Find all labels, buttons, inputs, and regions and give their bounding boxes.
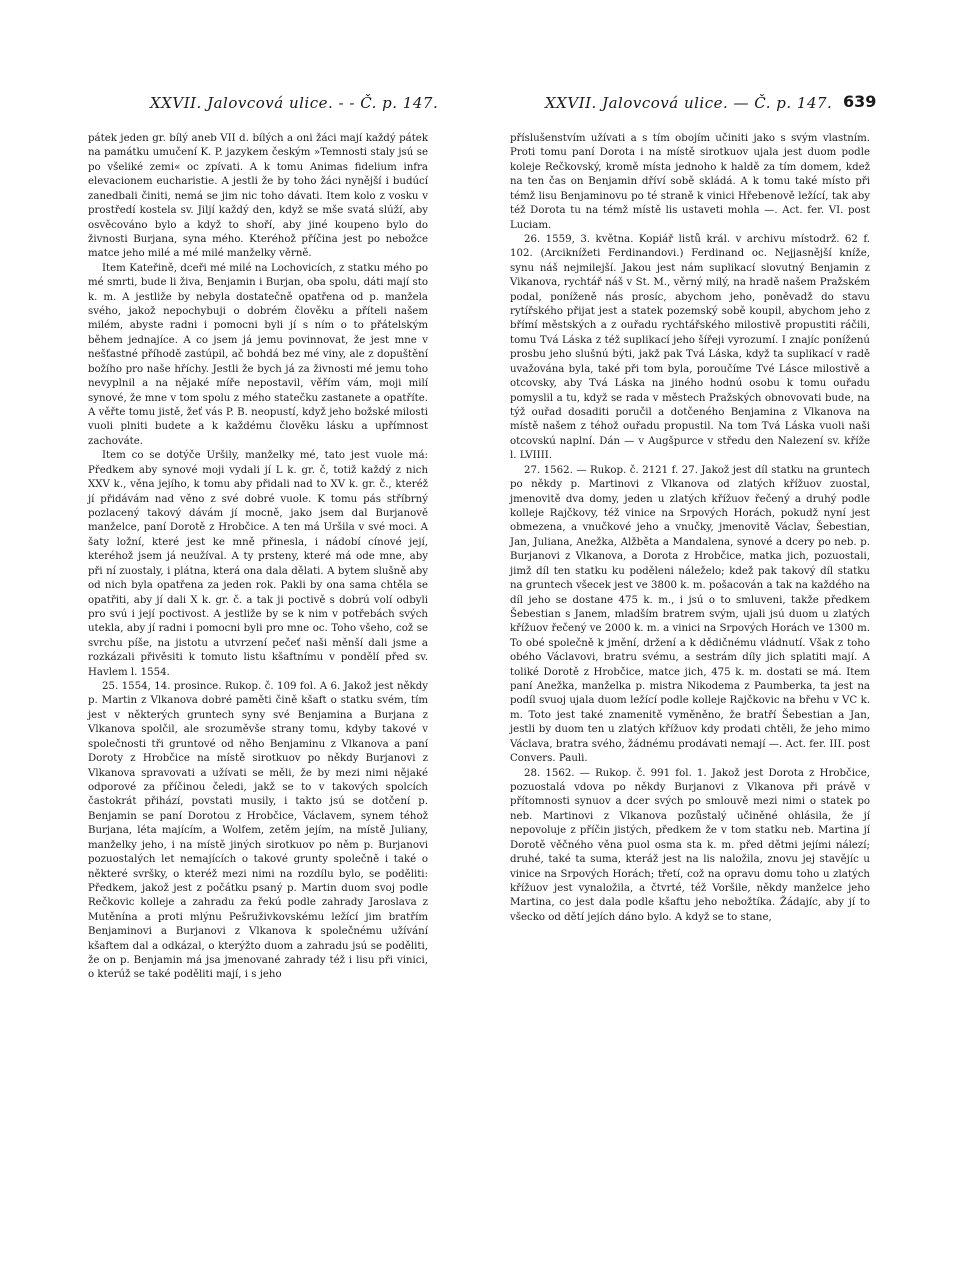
header-right: XXVII. Jalovcová ulice. — Č. p. 147.: [545, 94, 833, 112]
paragraph: Item co se dotýče Uršily, manželky mé, tato jest vuole má: Předkem aby synové moji vydali jí L k. gr. č, totiž každý z nich XXV k., věna jejího, k tomu aby přidali nad to XV k. gr. č., kteréž jí přidávám nad věno z své dobré vuole. K tomu pás stříbrný pozlacený takový dávám jí mocně, jako jsem dal Burjanově manželce, paní Dorotě z Hrobčice. A ten má Uršila v své moci. A šaty ložní, které jest ke mně přinesla, i nádobí cínové její, kteréhož jsem já neužíval. A ty prsteny, které má ode mne, aby při ní zuostaly, i plátna, která ona dala dělati. A bytem slušně aby od nich byla opatřena za jeden rok. Pakli by ona sama chtěla se opatřiti, aby jí dali X k. gr. č. a tak ji poctivě s dobrú volí odbyli pro svú i její poctivost. A jestliže by se k nim v potřebách svých utekla, aby jí radni i pomocni byli pro mne oc. Toho všeho, což se svrchu píše, na jistotu a utvrzení pečeť naši měnší dali jsme a rozkázali přivěsiti k tomuto listu kšaftnímu v pondělí před sv. Havlem l. 1554.: [88, 450, 428, 678]
header-left: XXVII. Jalovcová ulice. - - Č. p. 147.: [150, 94, 439, 112]
paragraph: pátek jeden gr. bílý aneb VII d. bílých a oni žáci mají každý pátek na památku umučení K. P. jazykem českým »Temnosti staly jsú se po všeliké zemi« oc zpívati. A k tomu Animas fidelium infra elevacionem eucharistie. A jestli že by toho žáci nynější i budúcí zanedbali činiti, nemá se jim nic toho dávati. Item kolo z vosku v prostředí kostela sv. Jiljí každý den, když se mše svatá slúží, aby osvěcováno bylo a když to shoří, aby jiné koupeno bylo do živnosti Burjana, syna mého. Kteréhož příčina jest po nebožce matce jeho milé a mé milé manželky věrně.: [88, 133, 428, 260]
page-number: 639: [843, 92, 877, 111]
left-column: [88, 132, 428, 983]
paragraph: Item Kateřině, dceři mé milé na Lochovicích, z statku mého po mé smrti, bude li živa, Benjamin i Burjan, oba spolu, dáti mají sto k. m. A jestliže by nebyla dostatečně opatřena od p. manžela svého, jakož nepochybuji o dobrém člověku a příteli našem milém, abyste radni i pomocni byli jí s ním o to přátelským během jednajíce. A co jsem já jemu povinnovat, že jest mne v nešťastné příhodě zastúpil, ač bohdá bez mé viny, ale z dopuštění božího pro naše hříchy. Jestli že bych já za živnosti mé jemu toho nevyplnil a na nějaké míře nepostavil, věřím vám, moji milí synové, že mne v tom spolu z mého statečku zastanete a opatříte. A věřte tomu jistě, žeť vás P. B. neopustí, když jeho božské milosti vuoli plniti budete a k každému člověku lásku a upřímnost zachováte.: [88, 262, 428, 447]
entry-paragraph: 25. 1554, 14. prosince. Rukop. č. 109 fol. A 6. Jakož jest někdy p. Martin z Vlkanova dobré paměti čině kšaft o statku svém, tím jest v některých gruntech syny své Benjamina a Burjana z Vlkanova spolčil, ale srozuměvše strany tomu, kdyby takové v společnosti tři gruntové od něho Benjaminu z Vlkanova a paní Doroty z Hrobčice na místě sirotkuov po někdy Burjanovi z Vlkanova spravovati a užívati se měli, že by mezi nimi nějaké odporové za příčinou čeledi, jakž se to v takových spolcích častokrát přihází, povstati musily, i takto jsú se dotčení p. Benjamin se paní Dorotou z Hrobčice, Václavem, synem téhož Burjana, léta majícím, a Wolfem, zetěm jejím, na místě Juliany, manželky jeho, i na místě jiných sirotkuov po něm p. Burjanovi pozuostalých let nemajících o takové grunty společně i také o některé svršky, o kteréž mezi nimi na rozdílu bylo, se poděliti: Předkem, jakož jest z počátku psaný p. Martin duom svoj podle Rečkovic kolleje a zahradu za řekú podle zahrady Jaroslava z Mutěnína a proti mlýnu Pešruživkovskému ležící jim bratřím Benjaminovi a Burjanovi z Vlkanova k společnému užívání kšaftem dal a odkázal, o kterýžto duom a zahradu jsú se poděliti, že on p. Benjamin má jsa jmenované zahrady též i lisu při vinici, o kterúž se také poděliti mají, i s jeho: [88, 681, 428, 981]
entry-paragraph: 27. 1562. — Rukop. č. 2121 f. 27. Jakož jest díl statku na gruntech po někdy p. Martinovi z Vlkanova od zlatých křížuov zuostal, jmenovitě dva domy, jeden u zlatých křížuov řečený a druhý podle kolleje Rajčkovy, též vinice na Srpových Horách, pokudž nyní jest obmezena, a vnučkové jeho a vnučky, jmenovitě Václav, Šebestian, Jan, Juliana, Anežka, Alžběta a Mandalena, synové a dcery po neb. p. Burjanovi z Vlkanova, a Dorota z Hrobčice, matka jich, pozuostali, jimž díl ten statku ku poděleni náleželo; kdež pak takový díl statku na gruntech všecek jest ve 3800 k. m. pošacován a tak na každého na díl jeho se dostane 475 k. m., i jsú o to smluveni, takže předkem Šebestian s Janem, mladším bratrem svým, ujali jsú duom u zlatých křížuov řečený ve 2000 k. m. a vinici na Srpových Horách ve 1300 m. To obé společně k jmění, držení a k dědičnému vládnutí. Však z toho obého Václavovi, bratru svému, a sestrám díly jich splatiti mají. A toliké Dorotě z Hrobčice, matce jich, 475 k. m. dostati se má. Item paní Anežka, manželka p. mistra Nikodema z Paumberka, ta jest na podíl svuoj ujala duom ležící podle kolleje Rajčkovic na břehu v VC k. m. Toto jest také znamenitě vyměněno, že bratří Šebestian a Jan, jestli by duom ten u zlatých křížuov kdy prodati chtěli, že jeho mimo Václava, bratra svého, žádnému prodávati nemají —. Act. fer. III. post Convers. Pauli.: [510, 464, 870, 765]
running-header: [0, 94, 960, 120]
paragraph: příslušenstvím užívati a s tím obojím učiniti jako s svým vlastním. Proti tomu paní Dorota i na místě sirotkuov ujala jest duom podle koleje Rečkovský, kromě místa jednoho k haldě za tím domem, kdež na ten čas on Benjamin dříví sobě skládá. A k tomu také místo při témž lisu Benjaminovu po té straně k vinici Hřebenově ležící, tak aby též Dorota tu na témž místě lis ustaveti mohla —. Act. fer. VI. post Luciam.: [510, 133, 870, 231]
entry-paragraph: 28. 1562. — Rukop. č. 991 fol. 1. Jakož jest Dorota z Hrobčice, pozuostalá vdova po někdy Burjanovi z Vlkanova při právě v přítomnosti synuov a dcer svých po smlouvě mezi nimi o statek po neb. Martinovi z Vlkanova pozůstalý učiněné ohlásila, že jí nepovoluje z příčin jistých, předkem že v tom statku neb. Martina jí Dorotě věčného věna puol osma sta k. m. před dětmi jejími nálezí; druhé, také ta suma, kteráž jest na lis naložila, znovu jej stavějíc u vinice na Srpových Horách; třetí, což na opravu domu toho u zlatých křížuov jest vynaložila, a čtvrté, též Voršile, někdy manželce jeho Martina, co jest dala podle kšaftu jeho nebožtíka. Žádajíc, aby jí to všecko od dětí jejích dáno bylo. A když se to stane,: [510, 767, 870, 923]
right-column: [510, 132, 870, 925]
entry-paragraph: 26. 1559, 3. května. Kopiář listů král. v archivu místodrž. 62 f. 102. (Arciknížeti Ferdinandovi.) Ferdinand oc. Nejjasnější kníže, synu náš nejmilejší. Jakou jest nám suplikací slovutný Benjamin z Vikanova, rychtář náš v St. M., věrný milý, na hradě našem Pražském podal, poníženě nás prosíc, abychom jeho, poněvadž do stavu rytířského přijat jest a statek pozemský sobě koupil, abychom jeho z břímí městských a z ouřadu rychtářského milostivě propustiti ráčili, tomu Tvá Láska z též suplikací jeho šířeji vyrozumí. I znajíc poníženú prosbu jeho slušnú býti, jakž pak Tvá Láska, když ta suplikací v radě uvažována byla, také při tom byla, poroučíme Tvé Lásce milostivě a otcovsky, aby Tvá Láska na jiného hodnú osobu k tomu ouřadu pomyslil a tu, když se rada v městech Pražských obnovovati bude, na týž ouřad dosaditi poručil a dotčeného Benjamina z Vlkanova na místě našem z téhož ouřadu propustil. Na tom Tvá Láska vuoli naši otcovskú naplní. Dán — v Augšpurce v středu den Nalezení sv. kříže l. LVIIII.: [510, 233, 870, 462]
